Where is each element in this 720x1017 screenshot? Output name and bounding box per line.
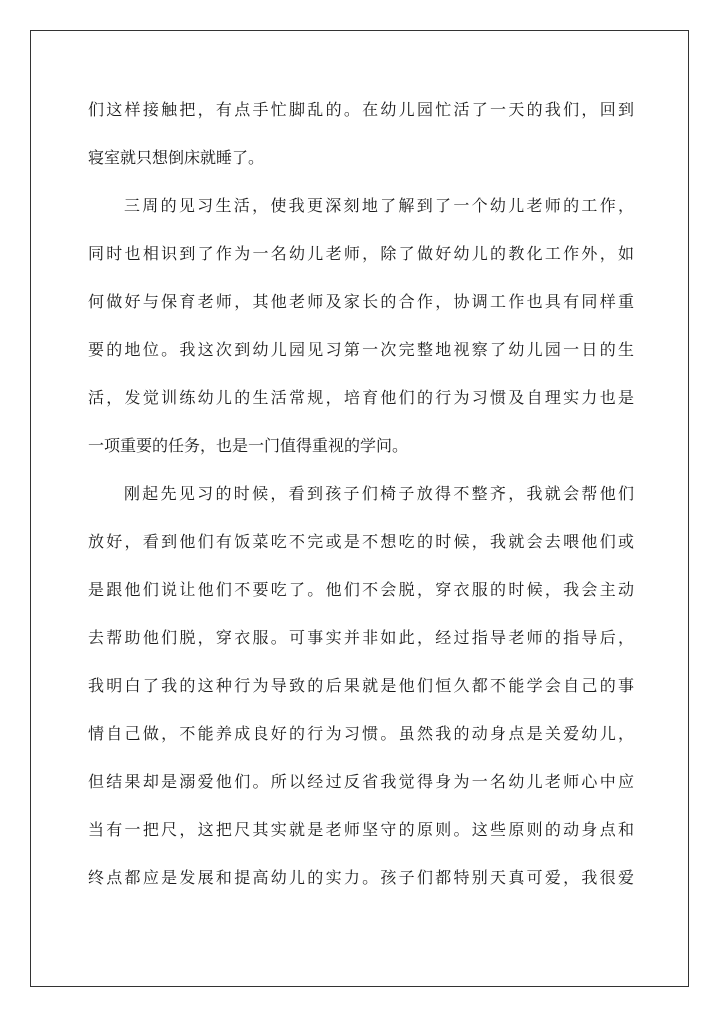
text-line: 但结果却是溺爱他们。所以经过反省我觉得身为一名幼儿老师心中应: [88, 772, 634, 791]
text-line: 我明白了我的这种行为导致的后果就是他们恒久都不能学会自己的事: [88, 676, 634, 695]
paragraph-start-line: 刚起先见习的时候，看到孩子们椅子放得不整齐，我就会帮他们: [124, 484, 634, 503]
text-line: 是跟他们说让他们不要吃了。他们不会脱，穿衣服的时候，我会主动: [88, 580, 634, 599]
text-line: 们这样接触把，有点手忙脚乱的。在幼儿园忙活了一天的我们，回到: [88, 100, 634, 119]
text-line: 当有一把尺，这把尺其实就是老师坚守的原则。这些原则的动身点和: [88, 820, 634, 839]
text-line: 同时也相识到了作为一名幼儿老师，除了做好幼儿的教化工作外，如: [88, 244, 634, 263]
text-line: 何做好与保育老师，其他老师及家长的合作，协调工作也具有同样重: [88, 292, 634, 311]
text-line: 去帮助他们脱，穿衣服。可事实并非如此，经过指导老师的指导后，: [88, 628, 634, 647]
text-line: 活，发觉训练幼儿的生活常规，培育他们的行为习惯及自理实力也是: [88, 388, 634, 407]
text-line: 寝室就只想倒床就睡了。: [88, 148, 265, 167]
text-line: 终点都应是发展和提高幼儿的实力。孩子们都特别天真可爱，我很爱: [88, 868, 634, 887]
document-body: [88, 94, 634, 910]
text-line: 要的地位。我这次到幼儿园见习第一次完整地视察了幼儿园一日的生: [88, 340, 634, 359]
paragraph-start-line: 三周的见习生活，使我更深刻地了解到了一个幼儿老师的工作，: [124, 196, 634, 215]
text-line: 一项重要的任务，也是一门值得重视的学问。: [88, 436, 409, 455]
text-line: 情自己做，不能养成良好的行为习惯。虽然我的动身点是关爱幼儿，: [88, 724, 634, 743]
text-line: 放好，看到他们有饭菜吃不完或是不想吃的时候，我就会去喂他们或: [88, 532, 634, 551]
